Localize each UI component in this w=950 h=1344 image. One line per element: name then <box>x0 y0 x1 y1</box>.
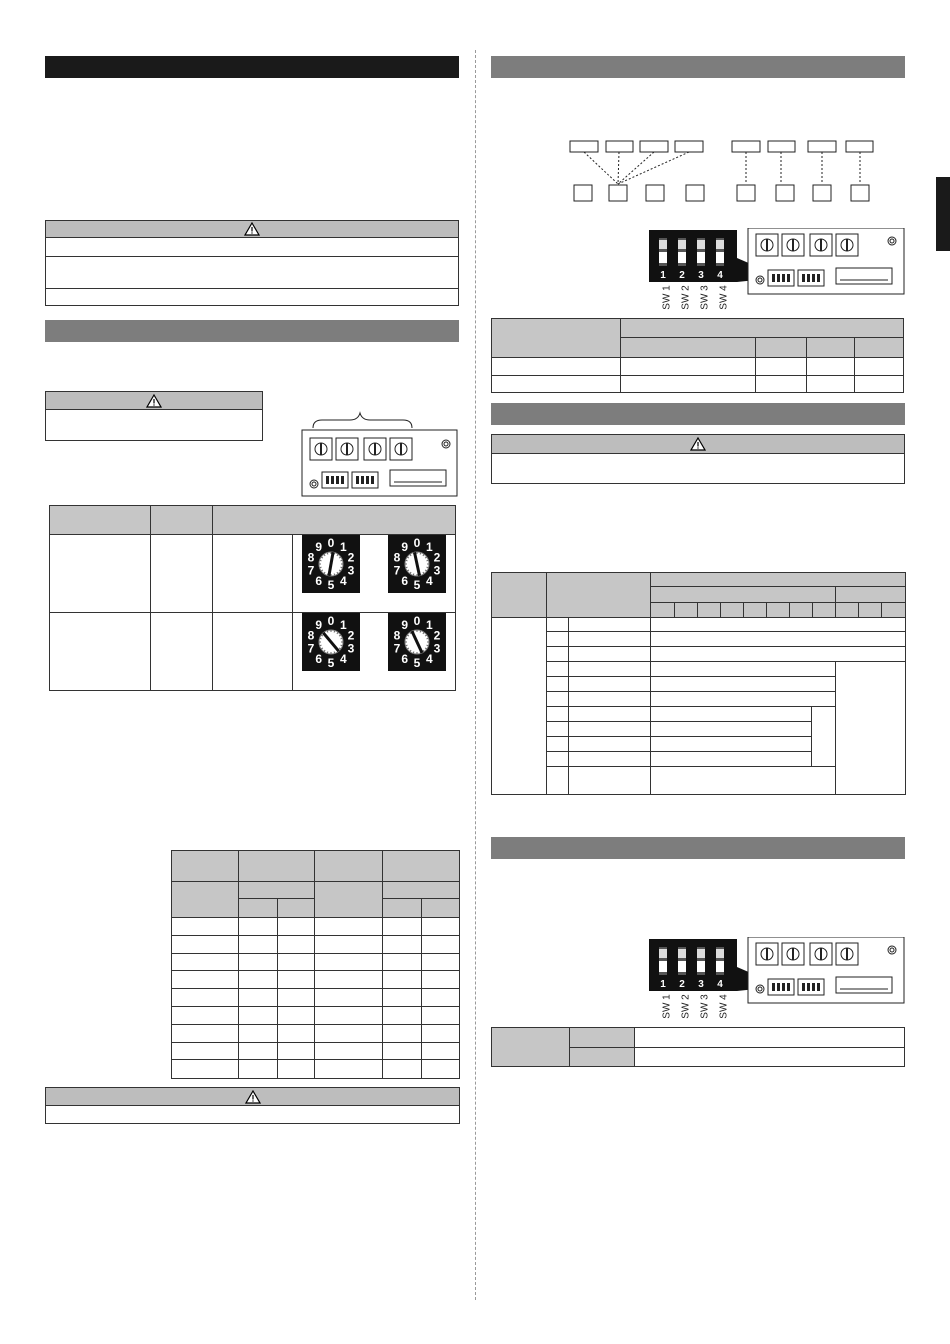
table-cell <box>650 661 836 677</box>
rotary-dial <box>302 535 360 593</box>
table-cell <box>835 661 906 795</box>
table-header-cell <box>238 898 278 918</box>
table-cell <box>171 1024 239 1043</box>
table-cell <box>568 646 651 662</box>
table-cell <box>755 375 807 393</box>
table-header-cell <box>835 586 906 603</box>
table-cell <box>568 736 651 752</box>
dial-digit: 4 <box>339 651 347 666</box>
dial-digit: 5 <box>413 656 421 670</box>
switch-number: 2 <box>679 979 685 990</box>
table-cell <box>546 736 569 752</box>
table-header-cell <box>743 602 767 618</box>
dial-digit: 3 <box>347 641 355 656</box>
switch-label: SW 2 <box>680 285 692 310</box>
table-cell <box>650 676 836 692</box>
table-cell <box>421 1024 460 1043</box>
table-cell <box>212 534 293 613</box>
table-cell <box>650 751 812 767</box>
column-divider <box>475 50 476 1300</box>
dial-digit: 6 <box>315 651 323 666</box>
table-header-cell <box>766 602 790 618</box>
table-cell <box>546 766 569 795</box>
dial-digit: 1 <box>425 618 433 633</box>
table-header-cell <box>620 337 756 358</box>
table-header-cell <box>491 318 621 358</box>
warning-row <box>45 237 459 257</box>
table-cell <box>314 970 383 989</box>
table-cell <box>277 1024 315 1043</box>
switch-table-2 <box>491 1027 905 1067</box>
table-header-cell <box>720 602 744 618</box>
section-header-5 <box>491 837 905 859</box>
table-header-cell <box>881 602 906 618</box>
table-cell <box>650 631 906 647</box>
table-header-cell <box>382 881 460 899</box>
table-cell <box>49 534 151 613</box>
switch-label: SW 4 <box>718 994 730 1019</box>
table-header-cell <box>171 881 239 918</box>
table-cell <box>171 988 239 1007</box>
switch-label: SW 1 <box>661 285 673 310</box>
connection-diagram <box>565 138 880 204</box>
table-cell <box>546 617 569 632</box>
warning-row <box>45 409 263 441</box>
dial-digit: 5 <box>327 656 335 670</box>
dial-digit: 4 <box>425 651 433 666</box>
table-header-cell <box>569 1027 635 1048</box>
rotary-dial <box>302 613 360 671</box>
table-cell <box>171 1006 239 1025</box>
table-cell <box>491 375 621 393</box>
rotary-dial <box>388 613 446 671</box>
table-cell <box>238 953 278 972</box>
table-header-cell <box>806 337 855 358</box>
warning-triangle-icon <box>244 222 260 236</box>
table-header-cell <box>650 586 836 603</box>
warning-box-1 <box>45 220 459 306</box>
table-cell <box>806 375 855 393</box>
table-header-cell <box>382 850 460 882</box>
table-cell <box>568 721 651 737</box>
table-cell <box>277 988 315 1007</box>
dial-digit: 8 <box>307 550 315 565</box>
table-header-cell <box>314 881 383 918</box>
dial-digit: 3 <box>433 641 441 656</box>
dial-digit: 1 <box>425 540 433 555</box>
warning-header <box>45 220 459 238</box>
table-header-cell <box>421 898 460 918</box>
table-cell <box>650 766 836 795</box>
dial-digit: 6 <box>401 651 409 666</box>
warning-header <box>491 434 905 454</box>
table-header-cell <box>277 898 315 918</box>
table-header-cell <box>789 602 813 618</box>
warning-box-2 <box>45 391 263 441</box>
table-cell <box>238 1006 278 1025</box>
dial-digit: 7 <box>393 641 401 656</box>
table-header-cell <box>150 505 213 535</box>
table-cell <box>314 1059 383 1079</box>
table-cell <box>171 953 239 972</box>
table-cell <box>421 1006 460 1025</box>
table-cell <box>421 917 460 936</box>
table-cell <box>238 1024 278 1043</box>
table-cell <box>806 357 855 376</box>
table-cell <box>382 1042 422 1061</box>
table-cell <box>277 953 315 972</box>
table-cell <box>277 1059 315 1079</box>
table-cell <box>491 617 547 795</box>
warning-header <box>45 391 263 410</box>
setting-table <box>491 572 905 794</box>
table-cell <box>382 935 422 954</box>
table-header-cell <box>569 1047 635 1067</box>
table-cell <box>150 534 213 613</box>
table-header-cell <box>491 572 547 618</box>
rotary-dial <box>388 535 446 593</box>
table-cell <box>277 970 315 989</box>
table-header-cell <box>812 602 836 618</box>
table-cell <box>277 1006 315 1025</box>
switch-label: SW 2 <box>680 994 692 1019</box>
table-cell <box>238 935 278 954</box>
switch-label: SW 4 <box>718 285 730 310</box>
table-cell <box>171 917 239 936</box>
table-cell <box>650 646 906 662</box>
table-cell <box>546 631 569 647</box>
table-cell <box>546 646 569 662</box>
dial-digit: 1 <box>339 540 347 555</box>
table-header-cell <box>620 318 904 338</box>
table-header-cell <box>650 602 675 618</box>
table-cell <box>650 736 812 752</box>
address-table <box>171 850 460 1078</box>
table-header-cell <box>755 337 807 358</box>
switch-number: 4 <box>717 979 723 990</box>
dial-digit: 6 <box>401 573 409 588</box>
table-cell <box>421 970 460 989</box>
switch-number: 3 <box>698 979 704 990</box>
table-header-cell <box>49 505 151 535</box>
table-cell <box>421 935 460 954</box>
table-header-cell <box>238 850 315 882</box>
switch-number: 1 <box>660 979 666 990</box>
dial-digit: 4 <box>425 573 433 588</box>
table-cell <box>620 375 756 393</box>
table-cell <box>314 953 383 972</box>
table-cell <box>568 617 651 632</box>
table-cell <box>634 1047 905 1067</box>
table-cell <box>546 706 569 722</box>
warning-triangle-icon <box>245 1090 261 1104</box>
table-cell <box>314 1042 383 1061</box>
dial-digit: 0 <box>413 536 421 550</box>
dial-digit: 0 <box>327 614 335 628</box>
section-header-3 <box>491 56 905 78</box>
table-cell <box>546 691 569 707</box>
table-cell <box>277 935 315 954</box>
warning-row <box>45 288 459 306</box>
table-cell <box>238 1059 278 1079</box>
table-cell <box>382 1006 422 1025</box>
dial-digit: 0 <box>327 536 335 550</box>
warning-triangle-icon <box>146 394 162 408</box>
switch-label: SW 3 <box>699 285 711 310</box>
dial-digit: 5 <box>413 578 421 592</box>
switch-number: 4 <box>717 270 723 281</box>
table-header-cell <box>314 850 383 882</box>
dial-digit: 9 <box>401 618 409 633</box>
table-cell <box>382 917 422 936</box>
switch-table-1 <box>491 318 904 393</box>
table-cell <box>238 970 278 989</box>
table-cell <box>314 917 383 936</box>
dial-digit: 9 <box>315 618 323 633</box>
table-cell <box>314 1006 383 1025</box>
table-cell <box>568 691 651 707</box>
warning-triangle-icon <box>690 437 706 451</box>
table-cell <box>212 612 293 691</box>
table-cell <box>382 988 422 1007</box>
table-cell <box>854 357 904 376</box>
dial-digit: 7 <box>393 563 401 578</box>
table-header-cell <box>171 850 239 882</box>
dip-switch-labels <box>659 993 739 1023</box>
table-cell <box>382 970 422 989</box>
table-cell <box>811 706 836 767</box>
dial-digit: 8 <box>393 628 401 643</box>
table-cell <box>854 375 904 393</box>
dial-digit: 9 <box>401 540 409 555</box>
switch-number: 1 <box>660 270 666 281</box>
table-cell <box>421 1042 460 1061</box>
dial-digit: 2 <box>347 628 355 643</box>
table-cell <box>546 751 569 767</box>
dial-digit: 8 <box>393 550 401 565</box>
table-cell <box>382 953 422 972</box>
table-cell <box>568 766 651 795</box>
table-header-cell <box>238 881 315 899</box>
dial-digit: 3 <box>347 563 355 578</box>
dip-switch-labels <box>659 284 739 314</box>
table-cell <box>421 988 460 1007</box>
dial-digit: 2 <box>433 550 441 565</box>
table-cell <box>546 721 569 737</box>
table-cell <box>650 691 836 707</box>
warning-box-3 <box>45 1087 460 1124</box>
section-header-1 <box>45 56 459 78</box>
table-cell <box>568 661 651 677</box>
table-cell <box>568 751 651 767</box>
table-header-cell <box>212 505 456 535</box>
dial-digit: 9 <box>315 540 323 555</box>
dial-digit: 7 <box>307 641 315 656</box>
switch-number: 3 <box>698 270 704 281</box>
table-cell <box>277 1042 315 1061</box>
table-cell <box>171 970 239 989</box>
table-header-cell <box>491 1027 570 1067</box>
table-cell <box>171 1059 239 1079</box>
table-cell <box>150 612 213 691</box>
side-tab <box>936 177 950 251</box>
table-header-cell <box>858 602 882 618</box>
table-cell <box>382 1059 422 1079</box>
table-cell <box>546 661 569 677</box>
warning-row <box>45 256 459 289</box>
dial-digit: 7 <box>307 563 315 578</box>
table-header-cell <box>674 602 698 618</box>
warning-header <box>45 1087 460 1106</box>
dial-digit: 3 <box>433 563 441 578</box>
table-cell <box>620 357 756 376</box>
table-header-cell <box>650 572 906 587</box>
table-header-cell <box>697 602 721 618</box>
table-cell <box>546 676 569 692</box>
warning-row <box>491 453 905 484</box>
table-cell <box>238 917 278 936</box>
table-cell <box>650 721 812 737</box>
table-cell <box>382 1024 422 1043</box>
dial-digit: 5 <box>327 578 335 592</box>
table-cell <box>49 612 151 691</box>
table-header-cell <box>546 572 651 618</box>
table-cell <box>568 706 651 722</box>
switch-label: SW 1 <box>661 994 673 1019</box>
table-cell <box>238 1042 278 1061</box>
table-header-cell <box>382 898 422 918</box>
table-cell <box>171 935 239 954</box>
table-cell <box>755 357 807 376</box>
dial-digit: 0 <box>413 614 421 628</box>
dial-digit: 4 <box>339 573 347 588</box>
table-cell <box>171 1042 239 1061</box>
table-cell <box>634 1027 905 1048</box>
table-cell <box>421 1059 460 1079</box>
switch-label: SW 3 <box>699 994 711 1019</box>
table-cell <box>277 917 315 936</box>
warning-row <box>45 1105 460 1124</box>
dial-digit: 8 <box>307 628 315 643</box>
warning-box-4 <box>491 434 905 484</box>
pcb-diagram-left <box>300 408 460 498</box>
table-cell <box>314 1024 383 1043</box>
table-header-cell <box>835 602 859 618</box>
table-cell <box>650 706 812 722</box>
switch-number: 2 <box>679 270 685 281</box>
table-cell <box>568 676 651 692</box>
section-header-4 <box>491 403 905 425</box>
table-cell <box>314 935 383 954</box>
table-cell <box>491 357 621 376</box>
table-cell <box>568 631 651 647</box>
dial-digit: 2 <box>347 550 355 565</box>
dial-digit: 2 <box>433 628 441 643</box>
table-cell <box>650 617 906 632</box>
table-cell <box>421 953 460 972</box>
dial-digit: 1 <box>339 618 347 633</box>
table-cell <box>238 988 278 1007</box>
section-header-2 <box>45 320 459 342</box>
table-cell <box>314 988 383 1007</box>
table-header-cell <box>854 337 904 358</box>
dial-digit: 6 <box>315 573 323 588</box>
